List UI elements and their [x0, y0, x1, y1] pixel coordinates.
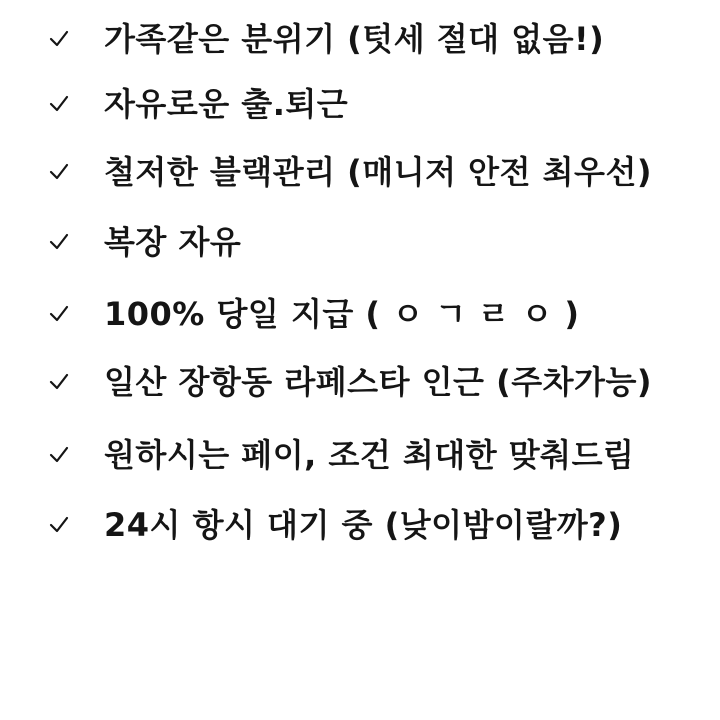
list-item: [0, 356, 720, 408]
check-icon: [48, 513, 70, 535]
list-item: [0, 429, 720, 481]
check-icon: [48, 230, 70, 252]
list-item-text: 가족같은 분위기 (텃세 절대 없음!): [104, 20, 605, 58]
list-item: [0, 13, 720, 65]
check-icon: [48, 370, 70, 392]
list-item-text: 100% 당일 지급 ( ㅇ ㄱ ㄹ ㅇ ): [104, 295, 580, 333]
list-item-text: 철저한 블랙관리 (매니저 안전 최우선): [104, 153, 652, 191]
check-icon: [48, 92, 70, 114]
list-item-text: 일산 장항동 라페스타 인근 (주차가능): [104, 363, 652, 401]
list-item: [0, 146, 720, 198]
list-item-text: 복장 자유: [104, 223, 242, 261]
list-item-text: 24시 항시 대기 중 (낮이밤이랄까?): [104, 506, 623, 544]
list-item-text: 원하시는 페이, 조건 최대한 맞춰드림: [104, 436, 635, 474]
list-item: [0, 288, 720, 340]
check-icon: [48, 302, 70, 324]
list-item: [0, 499, 720, 551]
check-icon: [48, 27, 70, 49]
list-item-text: 자유로운 출.퇴근: [104, 85, 349, 123]
check-icon: [48, 443, 70, 465]
list-item: [0, 216, 720, 268]
list-item: [0, 78, 720, 130]
check-icon: [48, 160, 70, 182]
